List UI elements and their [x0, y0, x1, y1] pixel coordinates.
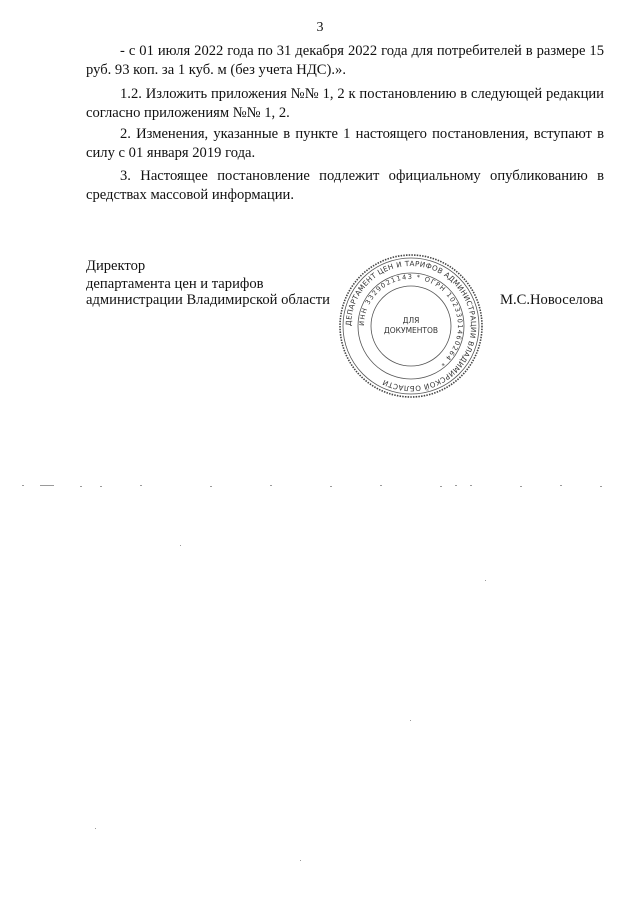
scan-speck [100, 486, 102, 487]
scan-speck [95, 828, 96, 829]
scan-speck [410, 720, 411, 721]
scan-speck [330, 486, 332, 487]
paragraph-3: 2. Изменения, указанные в пункте 1 настоящего постановления, вступают в силу с 01 января 2019 года. [86, 126, 604, 161]
signer-name: М.С.Новоселова [500, 292, 604, 308]
paragraph-4: 3. Настоящее постановление подлежит официальному опубликованию в средствах массовой информации. [86, 168, 604, 203]
scan-speck [180, 545, 181, 546]
scan-speck [40, 485, 54, 486]
signer-title-line-1: Директор [86, 258, 146, 274]
scan-speck [22, 485, 24, 486]
scan-speck [380, 485, 382, 486]
paragraph-1: - с 01 июля 2022 года по 31 декабря 2022 года для потребителей в размере 15 руб. 93 коп. за 1 куб. м (без учета НДС).». [86, 43, 604, 78]
scan-speck [270, 485, 272, 486]
stamp-inner-text: ИНН 3329021143 * ОГРН 1023301460264 * [357, 272, 465, 369]
scan-speck [140, 485, 142, 486]
scan-speck [485, 580, 486, 581]
scan-speck [560, 485, 562, 486]
scan-speck [600, 486, 602, 487]
scan-speck [210, 486, 212, 487]
stamp-outer-text: ДЕПАРТАМЕНТ ЦЕН И ТАРИФОВ АДМИНИСТРАЦИИ ВЛАДИМИРСКОЙ ОБЛАСТИ [343, 258, 479, 394]
stamp-center-line-1: ДЛЯ [402, 316, 420, 325]
official-stamp [336, 251, 486, 401]
scan-speck [520, 486, 522, 487]
scan-speck [440, 486, 442, 487]
stamp-center-line-2: ДОКУМЕНТОВ [383, 326, 439, 335]
scan-speck [80, 486, 82, 487]
paragraph-2: 1.2. Изложить приложения №№ 1, 2 к постановлению в следующей редакции согласно приложениям №№ 1, 2. [86, 86, 604, 121]
signer-title-line-2: департамента цен и тарифов [86, 276, 264, 292]
page-number: 3 [316, 20, 324, 35]
scan-speck [470, 485, 472, 486]
signer-title-line-3: администрации Владимирской области [86, 292, 330, 308]
scan-speck [455, 485, 457, 486]
scan-speck [300, 860, 301, 861]
